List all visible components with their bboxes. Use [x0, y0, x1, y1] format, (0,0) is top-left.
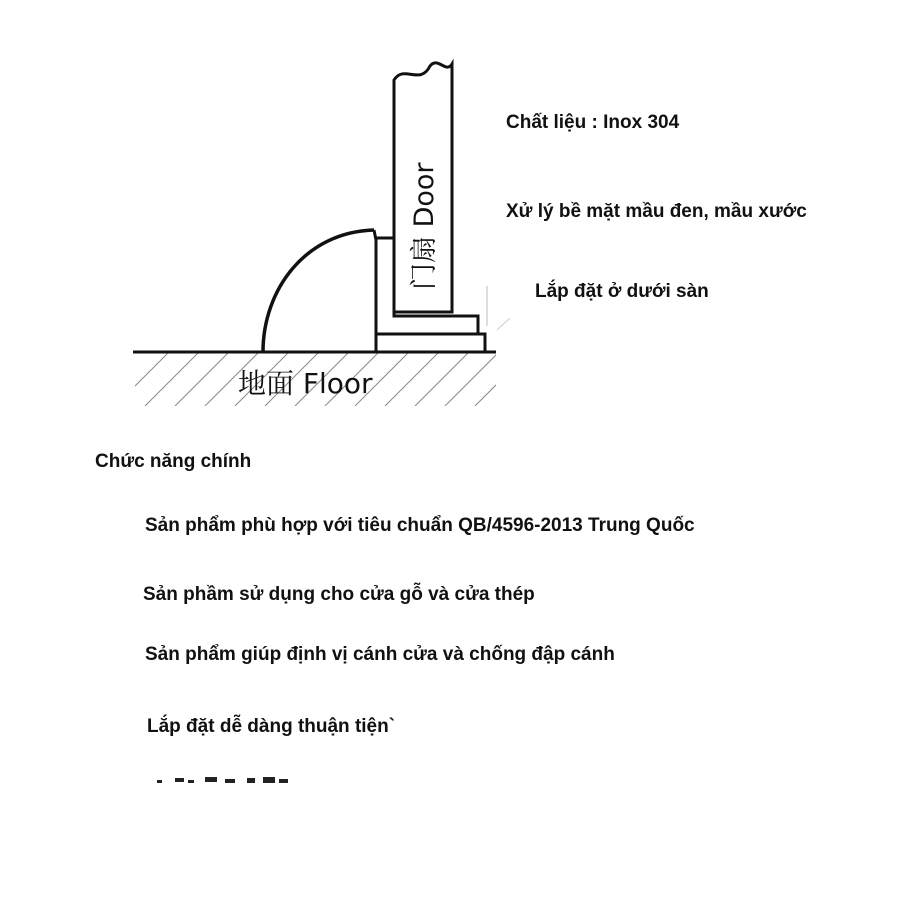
cropped-text-remnant	[155, 775, 290, 787]
stopper-dome	[263, 230, 374, 352]
wall-mark-diagonal	[497, 318, 510, 330]
floor-label: 地面 Floor	[238, 367, 373, 400]
feature-item: Lắp đặt dễ dàng thuận tiện`	[147, 716, 396, 737]
spec-installation: Lắp đặt ở dưới sàn	[535, 281, 709, 302]
stopper-dome-cap	[374, 230, 376, 240]
door-label: 门扇 Door	[409, 162, 440, 290]
features-title: Chức năng chính	[95, 451, 252, 472]
feature-item: Sản phầm sử dụng cho cửa gỗ và cửa thép	[143, 584, 535, 605]
feature-item: Sản phẩm giúp định vị cánh cửa và chống đập cánh	[145, 644, 615, 665]
spec-material: Chất liệu : Inox 304	[506, 112, 680, 133]
stopper-base-plate	[376, 334, 485, 352]
feature-item: Sản phẩm phù hợp với tiêu chuẩn QB/4596-2013 Trung Quốc	[145, 515, 695, 536]
spec-surface-finish: Xử lý bề mặt mầu đen, mầu xước	[506, 201, 807, 222]
